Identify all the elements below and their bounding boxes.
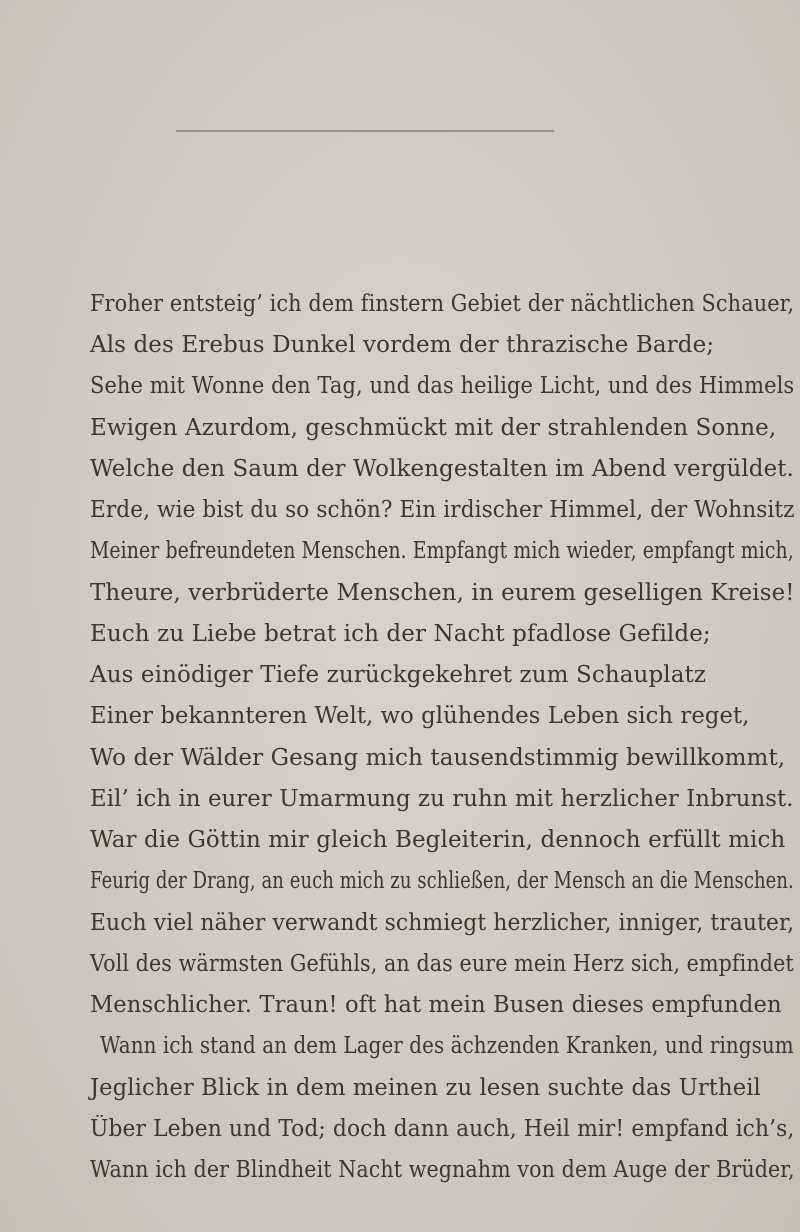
poem-line: Als des Erebus Dunkel vordem der thrazische Barde;: [90, 332, 715, 358]
poem-line: Eil’ ich in eurer Umarmung zu ruhn mit herzlicher Inbrunst.: [90, 786, 794, 812]
poem-line: Feurig der Drang, an euch mich zu schließen, der Mensch an die Menschen.: [90, 868, 794, 894]
poem-line: Wann ich der Blindheit Nacht wegnahm von dem Auge der Brüder,: [90, 1157, 795, 1183]
poem-line: Euch zu Liebe betrat ich der Nacht pfadlose Gefilde;: [90, 621, 711, 647]
poem-line: War die Göttin mir gleich Begleiterin, dennoch erfüllt mich: [90, 827, 786, 853]
poem-line: Über Leben und Tod; doch dann auch, Heil mir! empfand ich’s,: [90, 1116, 795, 1142]
poem-line: Meiner befreundeten Menschen. Empfangt mich wieder, empfangt mich,: [90, 538, 794, 564]
poem-line: Menschlicher. Traun! oft hat mein Busen dieses empfunden: [90, 992, 782, 1018]
poem-line: Wann ich stand an dem Lager des ächzenden Kranken, und ringsum: [100, 1033, 794, 1059]
poem-line: Einer bekannteren Welt, wo glühendes Leben sich reget,: [90, 703, 750, 729]
poem-line: Welche den Saum der Wolkengestalten im Abend vergüldet.: [90, 456, 794, 482]
poem-line: Jeglicher Blick in dem meinen zu lesen suchte das Urtheil: [90, 1075, 761, 1101]
poem-line: Ewigen Azurdom, geschmückt mit der strahlenden Sonne,: [90, 415, 777, 441]
poem-line: Erde, wie bist du so schön? Ein irdischer Himmel, der Wohnsitz: [90, 497, 795, 523]
poem-line: Euch viel näher verwandt schmiegt herzlicher, inniger, trauter,: [90, 910, 795, 936]
poem-line: Sehe mit Wonne den Tag, und das heilige Licht, und des Himmels: [90, 373, 795, 399]
poem-line: Wo der Wälder Gesang mich tausendstimmig bewillkommt,: [90, 745, 786, 771]
poem-line: Aus einödiger Tiefe zurückgekehret zum Schauplatz: [90, 662, 707, 688]
poem-line: Theure, verbrüderte Menschen, in eurem geselligen Kreise!: [90, 580, 795, 606]
poem-line: Voll des wärmsten Gefühls, an das eure mein Herz sich, empfindet: [90, 951, 794, 977]
poem-line: Froher entsteig’ ich dem finstern Gebiet der nächtlichen Schauer,: [90, 291, 795, 317]
